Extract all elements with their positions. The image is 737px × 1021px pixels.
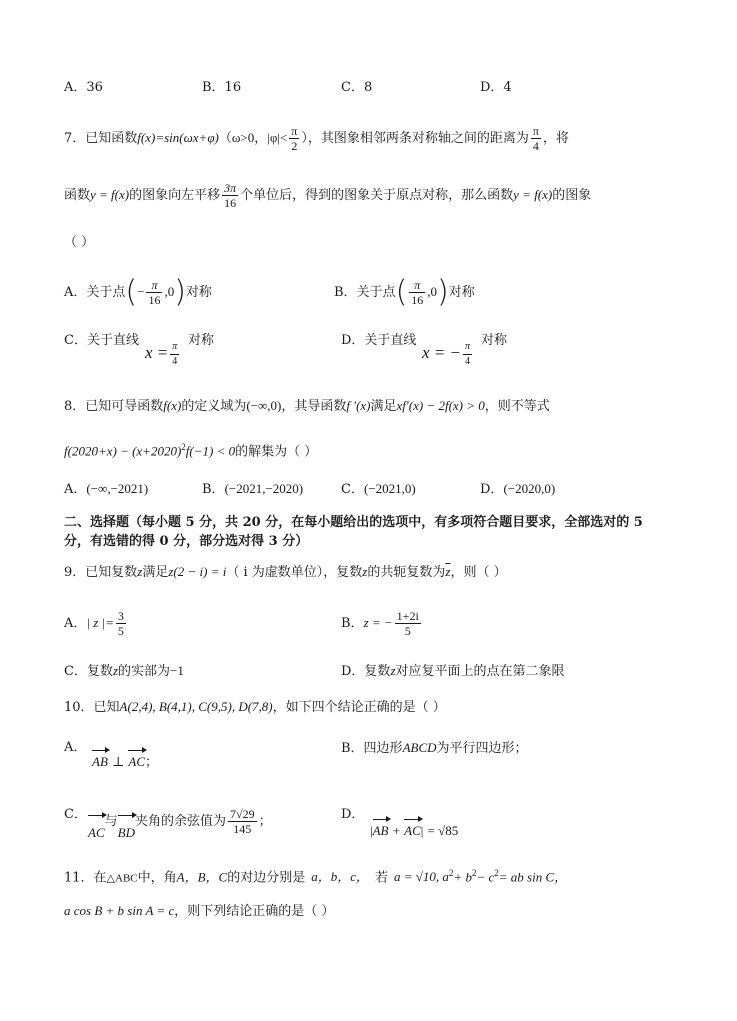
q6-option-c: C．8 <box>341 80 373 95</box>
q8-option-b: B．(−2021,−2020) <box>202 481 304 497</box>
q7-answer-paren: （ ） <box>64 235 95 250</box>
q10-option-b: B．四边形ABCD为平行四边形； <box>341 740 528 756</box>
q9-option-b: B．z = − $\frac{1+2i}{5}$ <box>341 609 419 638</box>
q8-option-c: C．(−2021,0) <box>341 481 416 497</box>
q10-option-c-label: C． <box>64 807 87 822</box>
q6-option-a: A．36 <box>64 80 103 95</box>
q7-line-1: 7．已知函数f(x)=sin(ωx+φ)（ω>0，|φ|< $\frac{\pi}{2}$ ），其图象相邻两条对称轴之间的距离为 $\frac{\pi}{4}$ ，将 <box>64 124 569 153</box>
q7-option-d-label: D．关于直线 <box>341 333 417 348</box>
section-2-heading-line-2: 分，有选错的得 0 分，部分选对得 3 分） <box>64 534 309 549</box>
q6-option-b: B．16 <box>202 80 242 95</box>
q7-option-d-sym: 对称 <box>481 333 508 348</box>
q11-line-1: 11．在△ABC中，角A，B，C的对边分别是 a，b，c， 若 a = √10, $a^2+ b^2- c^2=$ ab sin C， <box>64 868 568 886</box>
q9-option-a: A．| z |= $\frac{3}{5}$ <box>64 609 124 638</box>
q8-line-2: $f(2020+x) - (x+2020)^2f(-1) < 0$的解集为（ ） <box>64 442 318 460</box>
q8-option-a: A．(−∞,−2021) <box>64 481 149 497</box>
q7-option-a: A．关于点(− $\frac{\pi}{16}$ ,0)对称 <box>64 274 212 310</box>
q7-option-d-expr: x = − $\frac{\pi}{4}$ <box>422 341 471 367</box>
q10-option-a-label: A． <box>64 740 87 755</box>
q10-stem: 10．已知A(2,4), B(4,1), C(9,5), D(7,8)，如下四个结论正确的是（ ） <box>64 699 446 715</box>
q7-option-c-sym: 对称 <box>188 333 215 348</box>
q7-option-c-expr: x = $\frac{\pi}{4}$ <box>145 341 178 367</box>
q10-option-c-expr: AC与BD夹角的余弦值为 $\frac{7√29}{145}$ ； <box>88 806 272 837</box>
q7-line-2: 函数y = f(x)的图象向左平移 $\frac{3\pi}{16}$ 个单位后，得到的图象关于原点对称，那么函数y = f(x)的图象 <box>64 181 592 210</box>
q11-line-2: a cos B + b sin A = c，则下列结论正确的是（ ） <box>64 903 335 919</box>
q9-stem: 9．已知复数z满足z(2 − i) = i（ i 为虚数单位），复数z的共轭复数为$\overline{z}$，则（ ） <box>64 564 507 580</box>
q10-option-d-label: D． <box>341 807 365 822</box>
q9-option-d: D．复数z对应复平面上的点在第二象限 <box>341 663 565 679</box>
q7-option-c-label: C．关于直线 <box>64 333 139 348</box>
q8-option-d: D．(−2020,0) <box>480 481 556 497</box>
section-2-heading-line-1: 二、选择题（每小题 5 分，共 20 分，在每小题给出的选项中，有多项符合题目要求，全部选对的 5 <box>64 515 643 530</box>
q9-option-c: C．复数z的实部为−1 <box>64 663 184 679</box>
q10-option-d-expr: |AB + AC| = √85 <box>370 823 459 838</box>
q8-line-1: 8．已知可导函数f(x)的定义域为(−∞,0)，其导函数f ′(x)满足xf′(x) − 2f(x) > 0，则不等式 <box>64 398 550 414</box>
q10-option-a-expr: AB ⊥ AC； <box>92 754 159 770</box>
q7-option-b: B．关于点( $\frac{\pi}{16}$ ,0)对称 <box>334 274 475 310</box>
q6-option-d: D．4 <box>480 80 512 95</box>
